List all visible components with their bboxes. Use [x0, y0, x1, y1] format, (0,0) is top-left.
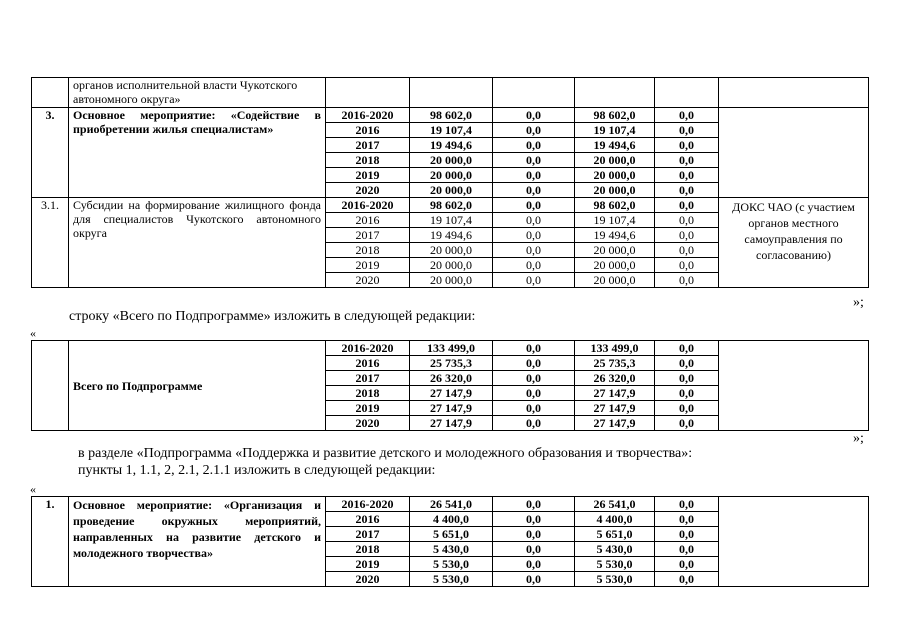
- cell-total: 19 107,4: [410, 213, 493, 228]
- closing-quote: »;: [853, 295, 864, 310]
- cell-other: 0,0: [655, 108, 719, 123]
- item-name: Основное мероприятие: «Содействие в приобретении жилья специалистам»: [69, 108, 326, 198]
- cell-other: 0,0: [655, 228, 719, 243]
- cell-federal: 0,0: [493, 401, 575, 416]
- cell-executor: [719, 341, 869, 431]
- cell-federal: 0,0: [493, 356, 575, 371]
- cell-federal: 0,0: [493, 258, 575, 273]
- cell-federal: 0,0: [493, 273, 575, 288]
- cell-regional: 27 147,9: [575, 416, 655, 431]
- closing-quote: »;: [853, 431, 864, 446]
- cell-period: 2016-2020: [326, 108, 410, 123]
- item-number: 1.: [32, 497, 69, 587]
- instruction-text: в разделе «Подпрограмма «Поддержка и развитие детского и молодежного образования и творчества»:: [78, 446, 693, 461]
- item-number: 3.1.: [32, 198, 69, 288]
- table-row: [32, 198, 869, 213]
- cell-period: 2018: [326, 386, 410, 401]
- cell-total: 25 735,3: [410, 356, 493, 371]
- program-table-total: [31, 340, 869, 431]
- cell-regional: 133 499,0: [575, 341, 655, 356]
- cell-other: 0,0: [655, 168, 719, 183]
- cell-other: 0,0: [655, 183, 719, 198]
- cell-regional: 20 000,0: [575, 273, 655, 288]
- cell-total: 20 000,0: [410, 243, 493, 258]
- cell-regional: 27 147,9: [575, 401, 655, 416]
- cell-other: 0,0: [655, 138, 719, 153]
- cell-executor: [719, 108, 869, 198]
- cell-total: 5 430,0: [410, 542, 493, 557]
- cell-other: 0,0: [655, 542, 719, 557]
- cell-period: 2020: [326, 572, 410, 587]
- instruction-text: строку «Всего по Подпрограмме» изложить в следующей редакции:: [69, 309, 476, 324]
- cell-regional: 4 400,0: [575, 512, 655, 527]
- cell-other: 0,0: [655, 123, 719, 138]
- cell-other: 0,0: [655, 258, 719, 273]
- cell-federal: 0,0: [493, 557, 575, 572]
- item-number: 3.: [32, 108, 69, 198]
- cell-other: 0,0: [655, 243, 719, 258]
- cell-federal: 0,0: [493, 228, 575, 243]
- cell-period: 2016: [326, 512, 410, 527]
- cell-other: 0,0: [655, 512, 719, 527]
- cell-period: 2019: [326, 557, 410, 572]
- cell-period: 2020: [326, 416, 410, 431]
- cell-regional: 5 530,0: [575, 572, 655, 587]
- cell-regional: 25 735,3: [575, 356, 655, 371]
- cell-regional: 98 602,0: [575, 198, 655, 213]
- item-name: Субсидии на формирование жилищного фонда для специалистов Чукотского автономного округа: [69, 198, 326, 288]
- cell-period: 2017: [326, 371, 410, 386]
- cell-total: 133 499,0: [410, 341, 493, 356]
- cell-period: 2016-2020: [326, 198, 410, 213]
- cell-federal: 0,0: [493, 198, 575, 213]
- cell-total: 98 602,0: [410, 198, 493, 213]
- cell-period: 2019: [326, 401, 410, 416]
- cell-num: [32, 341, 69, 431]
- cell-regional: 20 000,0: [575, 183, 655, 198]
- cell-period: 2016: [326, 123, 410, 138]
- cell-other: 0,0: [655, 497, 719, 512]
- cell-federal: 0,0: [493, 497, 575, 512]
- cell-federal: 0,0: [493, 108, 575, 123]
- cell-other: 0,0: [655, 557, 719, 572]
- cell-federal: 0,0: [493, 138, 575, 153]
- cell-federal: 0,0: [493, 527, 575, 542]
- cell-total: 19 494,6: [410, 138, 493, 153]
- instruction-text: пункты 1, 1.1, 2, 2.1, 2.1.1 изложить в следующей редакции:: [78, 463, 436, 478]
- cell-federal: 0,0: [493, 123, 575, 138]
- cell-federal: 0,0: [493, 371, 575, 386]
- cell-other: 0,0: [655, 386, 719, 401]
- cell-regional: 20 000,0: [575, 258, 655, 273]
- cell-regional: 98 602,0: [575, 108, 655, 123]
- cell-total: 5 530,0: [410, 557, 493, 572]
- cell-other: 0,0: [655, 572, 719, 587]
- cell-federal: 0,0: [493, 183, 575, 198]
- item-name: Основное мероприятие: «Организация и проведение окружных мероприятий, направленных на развитие детского и молодежного творчества»: [69, 497, 326, 587]
- cell-period: 2016: [326, 213, 410, 228]
- cell-regional: 19 494,6: [575, 228, 655, 243]
- program-table-youth: [31, 496, 869, 587]
- cell-total: 27 147,9: [410, 386, 493, 401]
- opening-quote: «: [30, 482, 36, 496]
- table-row: [32, 78, 869, 108]
- cell-other: 0,0: [655, 341, 719, 356]
- cell-regional: 19 107,4: [575, 213, 655, 228]
- cell-other: 0,0: [655, 371, 719, 386]
- cell-regional: 5 530,0: [575, 557, 655, 572]
- table-row: [32, 497, 869, 512]
- cell-regional: 20 000,0: [575, 153, 655, 168]
- cell-other: 0,0: [655, 356, 719, 371]
- cell-period: 2018: [326, 153, 410, 168]
- cell-total: 26 320,0: [410, 371, 493, 386]
- cell-regional: 26 320,0: [575, 371, 655, 386]
- cell-other: 0,0: [655, 198, 719, 213]
- cell-regional: 19 494,6: [575, 138, 655, 153]
- cell-period: 2019: [326, 258, 410, 273]
- cell-total: 4 400,0: [410, 512, 493, 527]
- cell-period: 2019: [326, 168, 410, 183]
- cell-regional: 19 107,4: [575, 123, 655, 138]
- cell-other: 0,0: [655, 153, 719, 168]
- cell-total: 5 530,0: [410, 572, 493, 587]
- cell-federal: 0,0: [493, 542, 575, 557]
- cell-other: 0,0: [655, 273, 719, 288]
- cell-federal: 0,0: [493, 386, 575, 401]
- cell-federal: 0,0: [493, 153, 575, 168]
- cell-period: 2020: [326, 273, 410, 288]
- cell-executor: [719, 497, 869, 587]
- table-row: [32, 108, 869, 123]
- item-name-continued: органов исполнительной власти Чукотского автономного округа»: [69, 78, 326, 108]
- program-table-housing: [31, 77, 869, 288]
- cell-federal: 0,0: [493, 512, 575, 527]
- opening-quote: «: [30, 326, 36, 340]
- cell-executor: ДОКС ЧАО (с участием органов местного самоуправления по согласованию): [719, 198, 869, 288]
- cell-period: 2018: [326, 542, 410, 557]
- cell-regional: 5 651,0: [575, 527, 655, 542]
- cell-total: 19 494,6: [410, 228, 493, 243]
- cell-total: 26 541,0: [410, 497, 493, 512]
- cell-other: 0,0: [655, 416, 719, 431]
- cell-num: [32, 78, 69, 108]
- cell-federal: 0,0: [493, 341, 575, 356]
- cell-total: 20 000,0: [410, 183, 493, 198]
- cell-regional: 20 000,0: [575, 168, 655, 183]
- cell-period: 2017: [326, 527, 410, 542]
- cell-other: 0,0: [655, 401, 719, 416]
- cell-total: 20 000,0: [410, 273, 493, 288]
- cell-other: 0,0: [655, 527, 719, 542]
- cell-total: 19 107,4: [410, 123, 493, 138]
- table-row: [32, 341, 869, 356]
- cell-other: 0,0: [655, 213, 719, 228]
- cell-total: 20 000,0: [410, 168, 493, 183]
- cell-period: 2016: [326, 356, 410, 371]
- cell-total: 27 147,9: [410, 416, 493, 431]
- cell-total: 20 000,0: [410, 258, 493, 273]
- cell-federal: 0,0: [493, 243, 575, 258]
- cell-period: 2018: [326, 243, 410, 258]
- cell-period: 2017: [326, 228, 410, 243]
- cell-federal: 0,0: [493, 572, 575, 587]
- cell-regional: 5 430,0: [575, 542, 655, 557]
- cell-regional: 27 147,9: [575, 386, 655, 401]
- cell-total: 98 602,0: [410, 108, 493, 123]
- cell-federal: 0,0: [493, 416, 575, 431]
- cell-period: 2020: [326, 183, 410, 198]
- cell-period: 2016-2020: [326, 497, 410, 512]
- cell-regional: 20 000,0: [575, 243, 655, 258]
- total-label: Всего по Подпрограмме: [69, 341, 326, 431]
- cell-total: 5 651,0: [410, 527, 493, 542]
- cell-total: 27 147,9: [410, 401, 493, 416]
- cell-regional: 26 541,0: [575, 497, 655, 512]
- cell-federal: 0,0: [493, 213, 575, 228]
- cell-total: 20 000,0: [410, 153, 493, 168]
- cell-federal: 0,0: [493, 168, 575, 183]
- cell-period: 2017: [326, 138, 410, 153]
- cell-period: 2016-2020: [326, 341, 410, 356]
